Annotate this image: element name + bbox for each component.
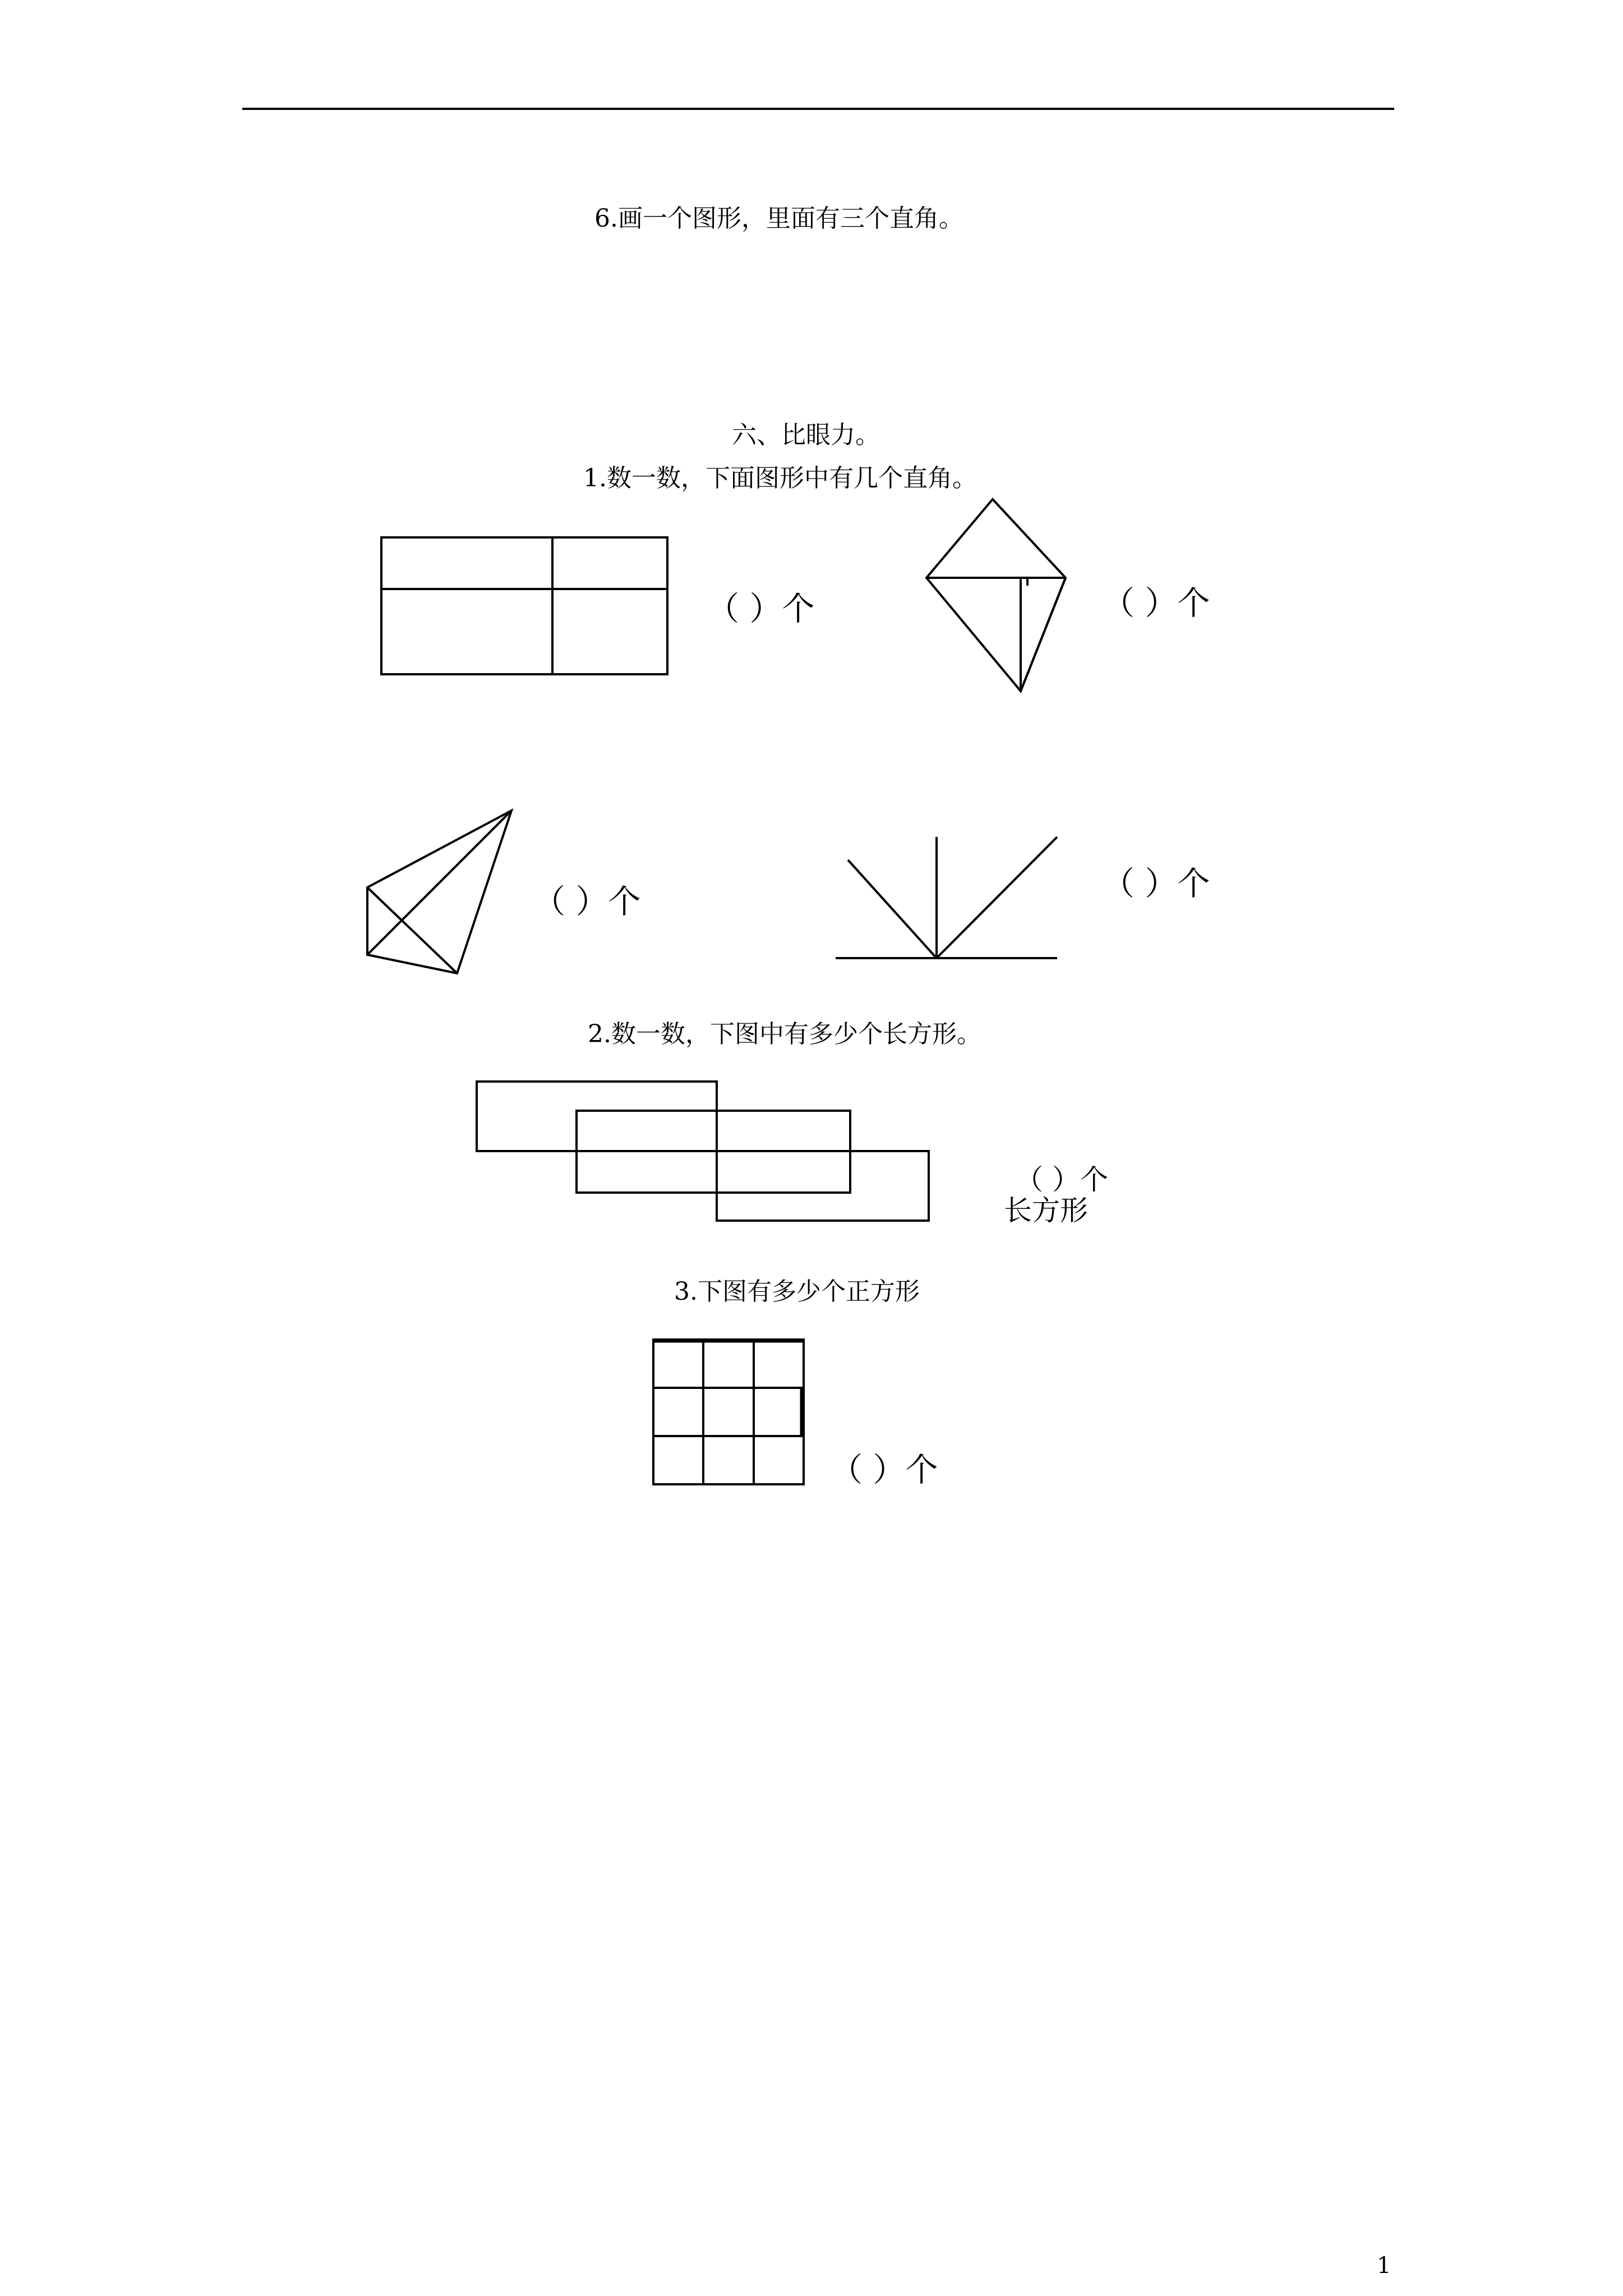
answer-blank-2[interactable]: （ ）个 <box>1102 584 1210 622</box>
section-title: 六、比眼力。 <box>732 421 880 449</box>
answer-blank-1[interactable]: （ ）个 <box>707 590 815 628</box>
question-3-text: 3.下图有多少个正方形 <box>674 1277 920 1306</box>
answer-sublabel-rectangle: 长方形 <box>1004 1194 1088 1227</box>
answer-blank-3[interactable]: （ ）个 <box>533 882 641 921</box>
question-2-text: 2.数一数，下图中有多少个长方形。 <box>588 1020 981 1048</box>
question-1-text: 1.数一数，下面图形中有几个直角。 <box>583 464 977 493</box>
answer-blank-4[interactable]: （ ）个 <box>1102 864 1210 903</box>
answer-blank-6[interactable]: （ ）个 <box>830 1451 938 1489</box>
answer-blank-5[interactable]: （ ）个 <box>1015 1163 1108 1196</box>
page-number: 1 <box>1377 2253 1391 2279</box>
question-6-text: 6.画一个图形，里面有三个直角。 <box>594 204 963 233</box>
